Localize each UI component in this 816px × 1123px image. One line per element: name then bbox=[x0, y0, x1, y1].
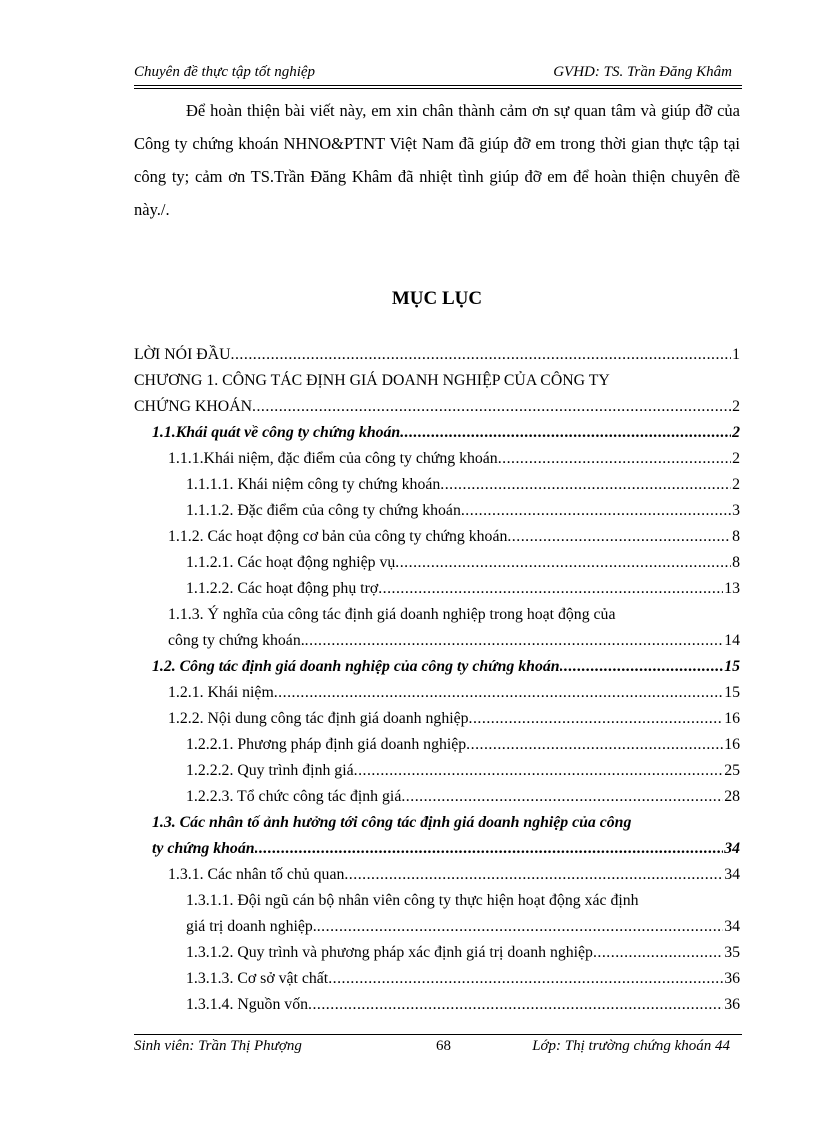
toc-entry: CHƯƠNG 1. CÔNG TÁC ĐỊNH GIÁ DOANH NGHIỆP CỦA CÔNG TY CHỨNG KHOÁN ..... 2 bbox=[134, 368, 740, 420]
toc-entry: 1.2. Công tác định giá doanh nghiệp của công ty chứng khoán ..... 15 bbox=[134, 654, 740, 680]
header-right: GVHD: TS. Trần Đăng Khâm bbox=[553, 64, 732, 80]
toc-entry: 1.2.2.3. Tổ chức công tác định giá ..... 28 bbox=[134, 784, 740, 810]
toc-entry: 1.2.1. Khái niệm ..... 15 bbox=[134, 680, 740, 706]
header-rule-2 bbox=[134, 88, 742, 89]
toc-entry: 1.1.2. Các hoạt động cơ bản của công ty chứng khoán ..... 8 bbox=[134, 524, 740, 550]
toc-entry: 1.1.Khái quát về công ty chứng khoán ..... 2 bbox=[134, 420, 740, 446]
toc-entry: 1.3. Các nhân tố ảnh hưởng tới công tác định giá doanh nghiệp của công ty chứng khoán ..... 34 bbox=[134, 810, 740, 862]
toc-entry: 1.1.1.Khái niệm, đặc điểm của công ty chứng khoán ..... 2 bbox=[134, 446, 740, 472]
acknowledgement-paragraph bbox=[134, 94, 740, 226]
toc-entry: 1.1.1.1. Khái niệm công ty chứng khoán ..... 2 bbox=[134, 472, 740, 498]
header-rule bbox=[134, 85, 742, 86]
intro-text: Để hoàn thiện bài viết này, em xin chân thành cảm ơn sự quan tâm và giúp đỡ của Công ty chứng khoán NHNO&PTNT Việt Nam đã giúp đỡ em trong thời gian thực tập tại công ty; cảm ơn TS.Trần Đăng Khâm đã nhiệt tình giúp đỡ em để hoàn thiện chuyên đề này./. bbox=[134, 101, 740, 219]
footer-student: Sinh viên: Trần Thị Phượng bbox=[134, 1038, 302, 1054]
toc-entry: 1.3.1.3. Cơ sở vật chất ..... 36 bbox=[134, 966, 740, 992]
toc-entry: 1.2.2.2. Quy trình định giá ..... 25 bbox=[134, 758, 740, 784]
footer-rule bbox=[134, 1034, 742, 1035]
toc-entry: 1.1.1.2. Đặc điểm của công ty chứng khoán ..... 3 bbox=[134, 498, 740, 524]
toc-entry: 1.1.3. Ý nghĩa của công tác định giá doanh nghiệp trong hoạt động của công ty chứng khoán. ..... 14 bbox=[134, 602, 740, 654]
toc-entry: 1.3.1.2. Quy trình và phương pháp xác định giá trị doanh nghiệp ..... 35 bbox=[134, 940, 740, 966]
page-number: 68 bbox=[436, 1038, 451, 1054]
toc-entry: 1.1.2.2. Các hoạt động phụ trợ ..... 13 bbox=[134, 576, 740, 602]
toc-entry: LỜI NÓI ĐẦU ..... 1 bbox=[134, 342, 740, 368]
table-of-contents bbox=[134, 342, 740, 1018]
footer-class: Lớp: Thị trường chứng khoán 44 bbox=[532, 1038, 730, 1054]
header-left: Chuyên đề thực tập tốt nghiệp bbox=[134, 64, 316, 80]
toc-entry: 1.3.1.4. Nguồn vốn ..... 36 bbox=[134, 992, 740, 1018]
toc-title: MỤC LỤC bbox=[391, 288, 483, 309]
toc-entry: 1.3.1. Các nhân tố chủ quan ..... 34 bbox=[134, 862, 740, 888]
toc-entry: 1.2.2. Nội dung công tác định giá doanh nghiệp ..... 16 bbox=[134, 706, 740, 732]
toc-entry: 1.1.2.1. Các hoạt động nghiệp vụ ..... 8 bbox=[134, 550, 740, 576]
toc-entry: 1.3.1.1. Đội ngũ cán bộ nhân viên công ty thực hiện hoạt động xác định giá trị doanh nghiệp. ..... 34 bbox=[134, 888, 740, 940]
toc-entry: 1.2.2.1. Phương pháp định giá doanh nghiệp ..... 16 bbox=[134, 732, 740, 758]
